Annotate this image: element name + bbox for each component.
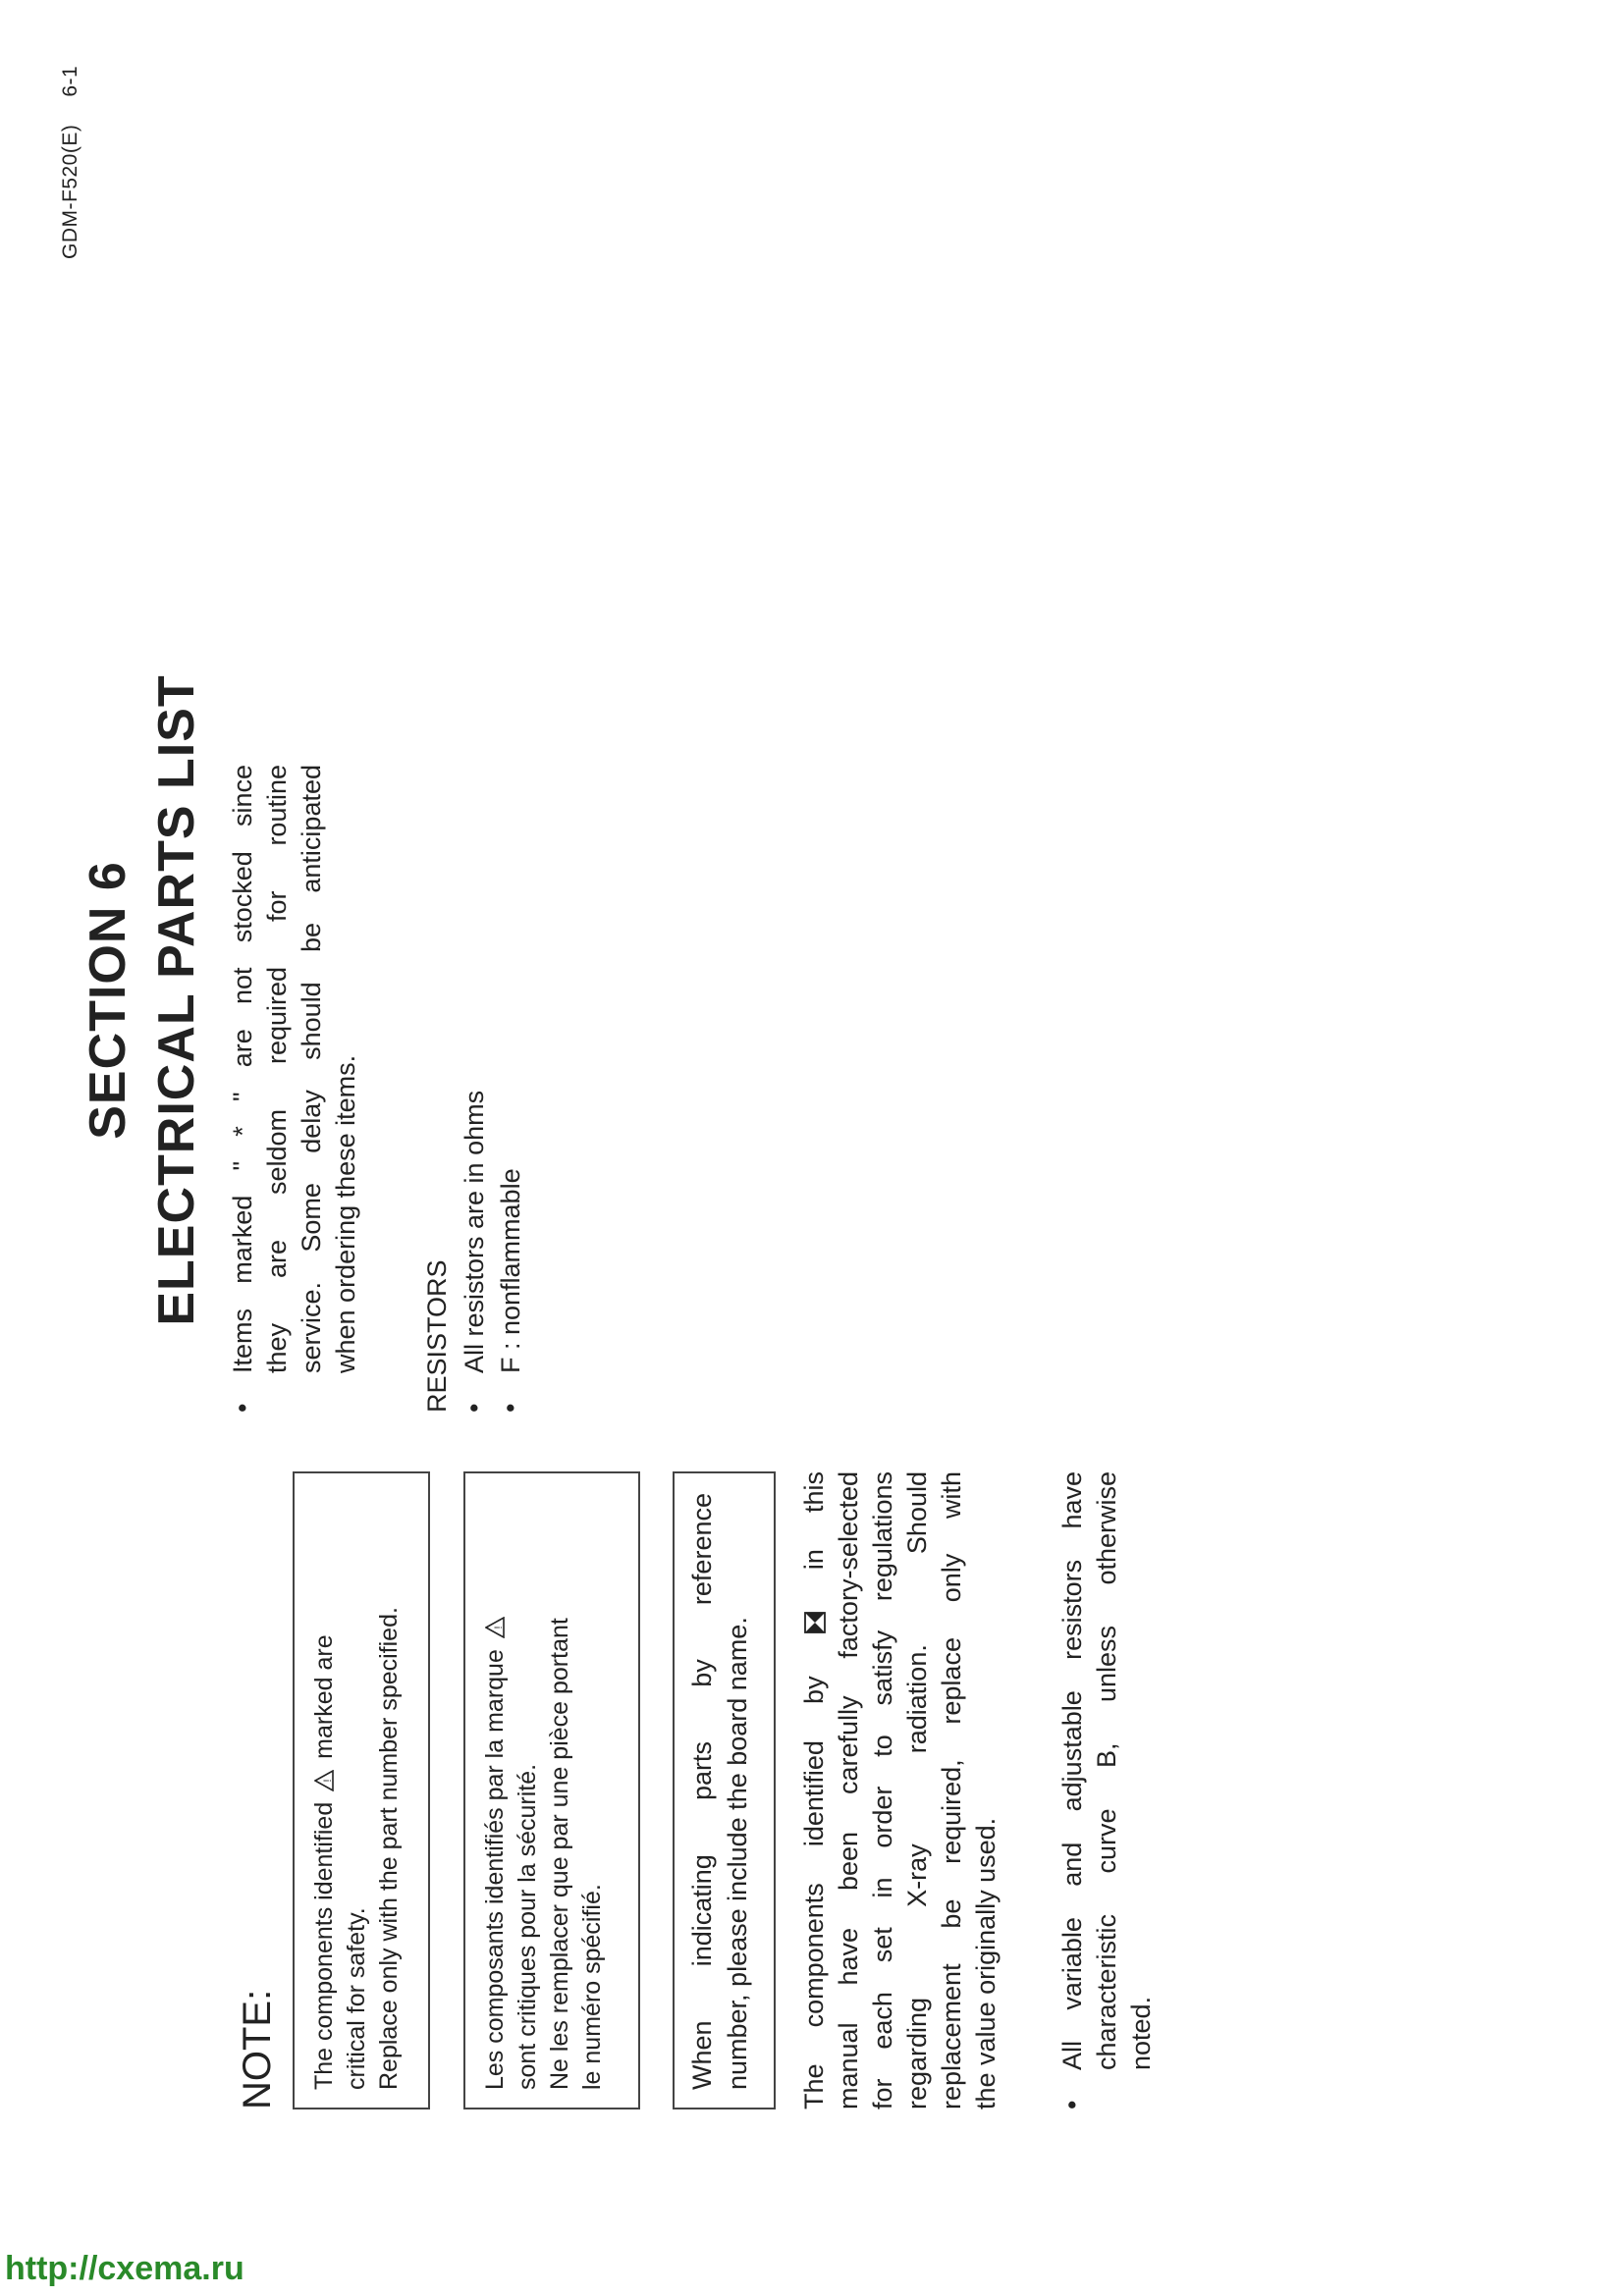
safety-note-text: Ne les remplacer que par une pièce portant xyxy=(546,1618,573,2090)
xray-text: the value originally used. xyxy=(971,1817,1001,2109)
items-marked-text: service. Some delay should be anticipated xyxy=(297,765,326,1373)
safety-note-text: critical for safety. xyxy=(343,1907,370,2090)
safety-note-french xyxy=(463,1471,640,2109)
reference-note-text: number, please include the board name. xyxy=(723,1617,752,2090)
page-header xyxy=(59,38,82,259)
resistor-item-text: F : nonflammable xyxy=(496,1168,525,1373)
resistor-item-text: All resistors are in ohms xyxy=(460,1090,489,1373)
safety-note-text: le numéro spécifié. xyxy=(578,1884,606,2090)
svg-text:!: ! xyxy=(322,1779,334,1783)
xray-text: for each set in order to satisfy regulations xyxy=(868,1471,897,2109)
xray-text: replacement be required, replace only with xyxy=(937,1471,966,2109)
model-number: GDM-F520(E) xyxy=(59,124,81,259)
page-title xyxy=(74,588,211,1413)
section-number: SECTION 6 xyxy=(80,861,136,1140)
svg-text:!: ! xyxy=(493,1626,505,1629)
safety-note-text: Replace only with the part number specified. xyxy=(375,1607,403,2090)
safety-note-english xyxy=(293,1471,430,2109)
bullet: • xyxy=(228,1403,257,1413)
variable-resistors-note xyxy=(1055,1471,1173,2109)
resistor-item xyxy=(458,1091,492,1413)
items-marked-text: when ordering these items. xyxy=(331,1054,360,1373)
safety-note-text: The components identified xyxy=(310,1801,338,2090)
note-heading: NOTE: xyxy=(236,1989,279,2109)
reference-note-text: When indicating parts by reference xyxy=(687,1493,717,2090)
variable-resistors-text: All variable and adjustable resistors have xyxy=(1057,1471,1087,2070)
reference-note xyxy=(673,1471,776,2109)
safety-note-text: Les composants identifiés par la marque xyxy=(481,1649,509,2090)
safety-note-text: sont critiques pour la sécurité. xyxy=(514,1763,541,2090)
safety-note-text: marked are xyxy=(310,1634,338,1759)
warning-triangle-icon xyxy=(314,1770,334,1791)
variable-resistors-text: noted. xyxy=(1126,1996,1156,2070)
source-link[interactable]: http://cxema.ru xyxy=(5,2250,244,2287)
bullet: • xyxy=(496,1403,525,1413)
bullet: • xyxy=(460,1403,489,1413)
xray-text: manual have been carefully factory-selected xyxy=(834,1471,863,2109)
items-marked-text: Items marked " * " are not stocked since xyxy=(228,765,257,1373)
variable-resistors-text: characteristic curve B, unless otherwise xyxy=(1092,1471,1121,2070)
bullet: • xyxy=(1057,2100,1087,2109)
resistors-heading: RESISTORS xyxy=(422,1259,452,1413)
items-marked-note xyxy=(226,765,373,1413)
page-number: 6-1 xyxy=(59,65,81,97)
xray-text: regarding X-ray radiation. Should xyxy=(902,1471,932,2109)
items-marked-text: they are seldom required for routine xyxy=(262,765,292,1373)
xray-text: in this xyxy=(799,1471,829,1571)
xray-paragraph xyxy=(797,1471,1003,2109)
bowtie-box-icon xyxy=(804,1612,826,1633)
xray-text: The components identified by xyxy=(799,1676,829,2109)
resistor-item xyxy=(494,1168,528,1413)
warning-triangle-icon xyxy=(485,1617,505,1638)
section-title: ELECTRICAL PARTS LIST xyxy=(148,674,205,1326)
